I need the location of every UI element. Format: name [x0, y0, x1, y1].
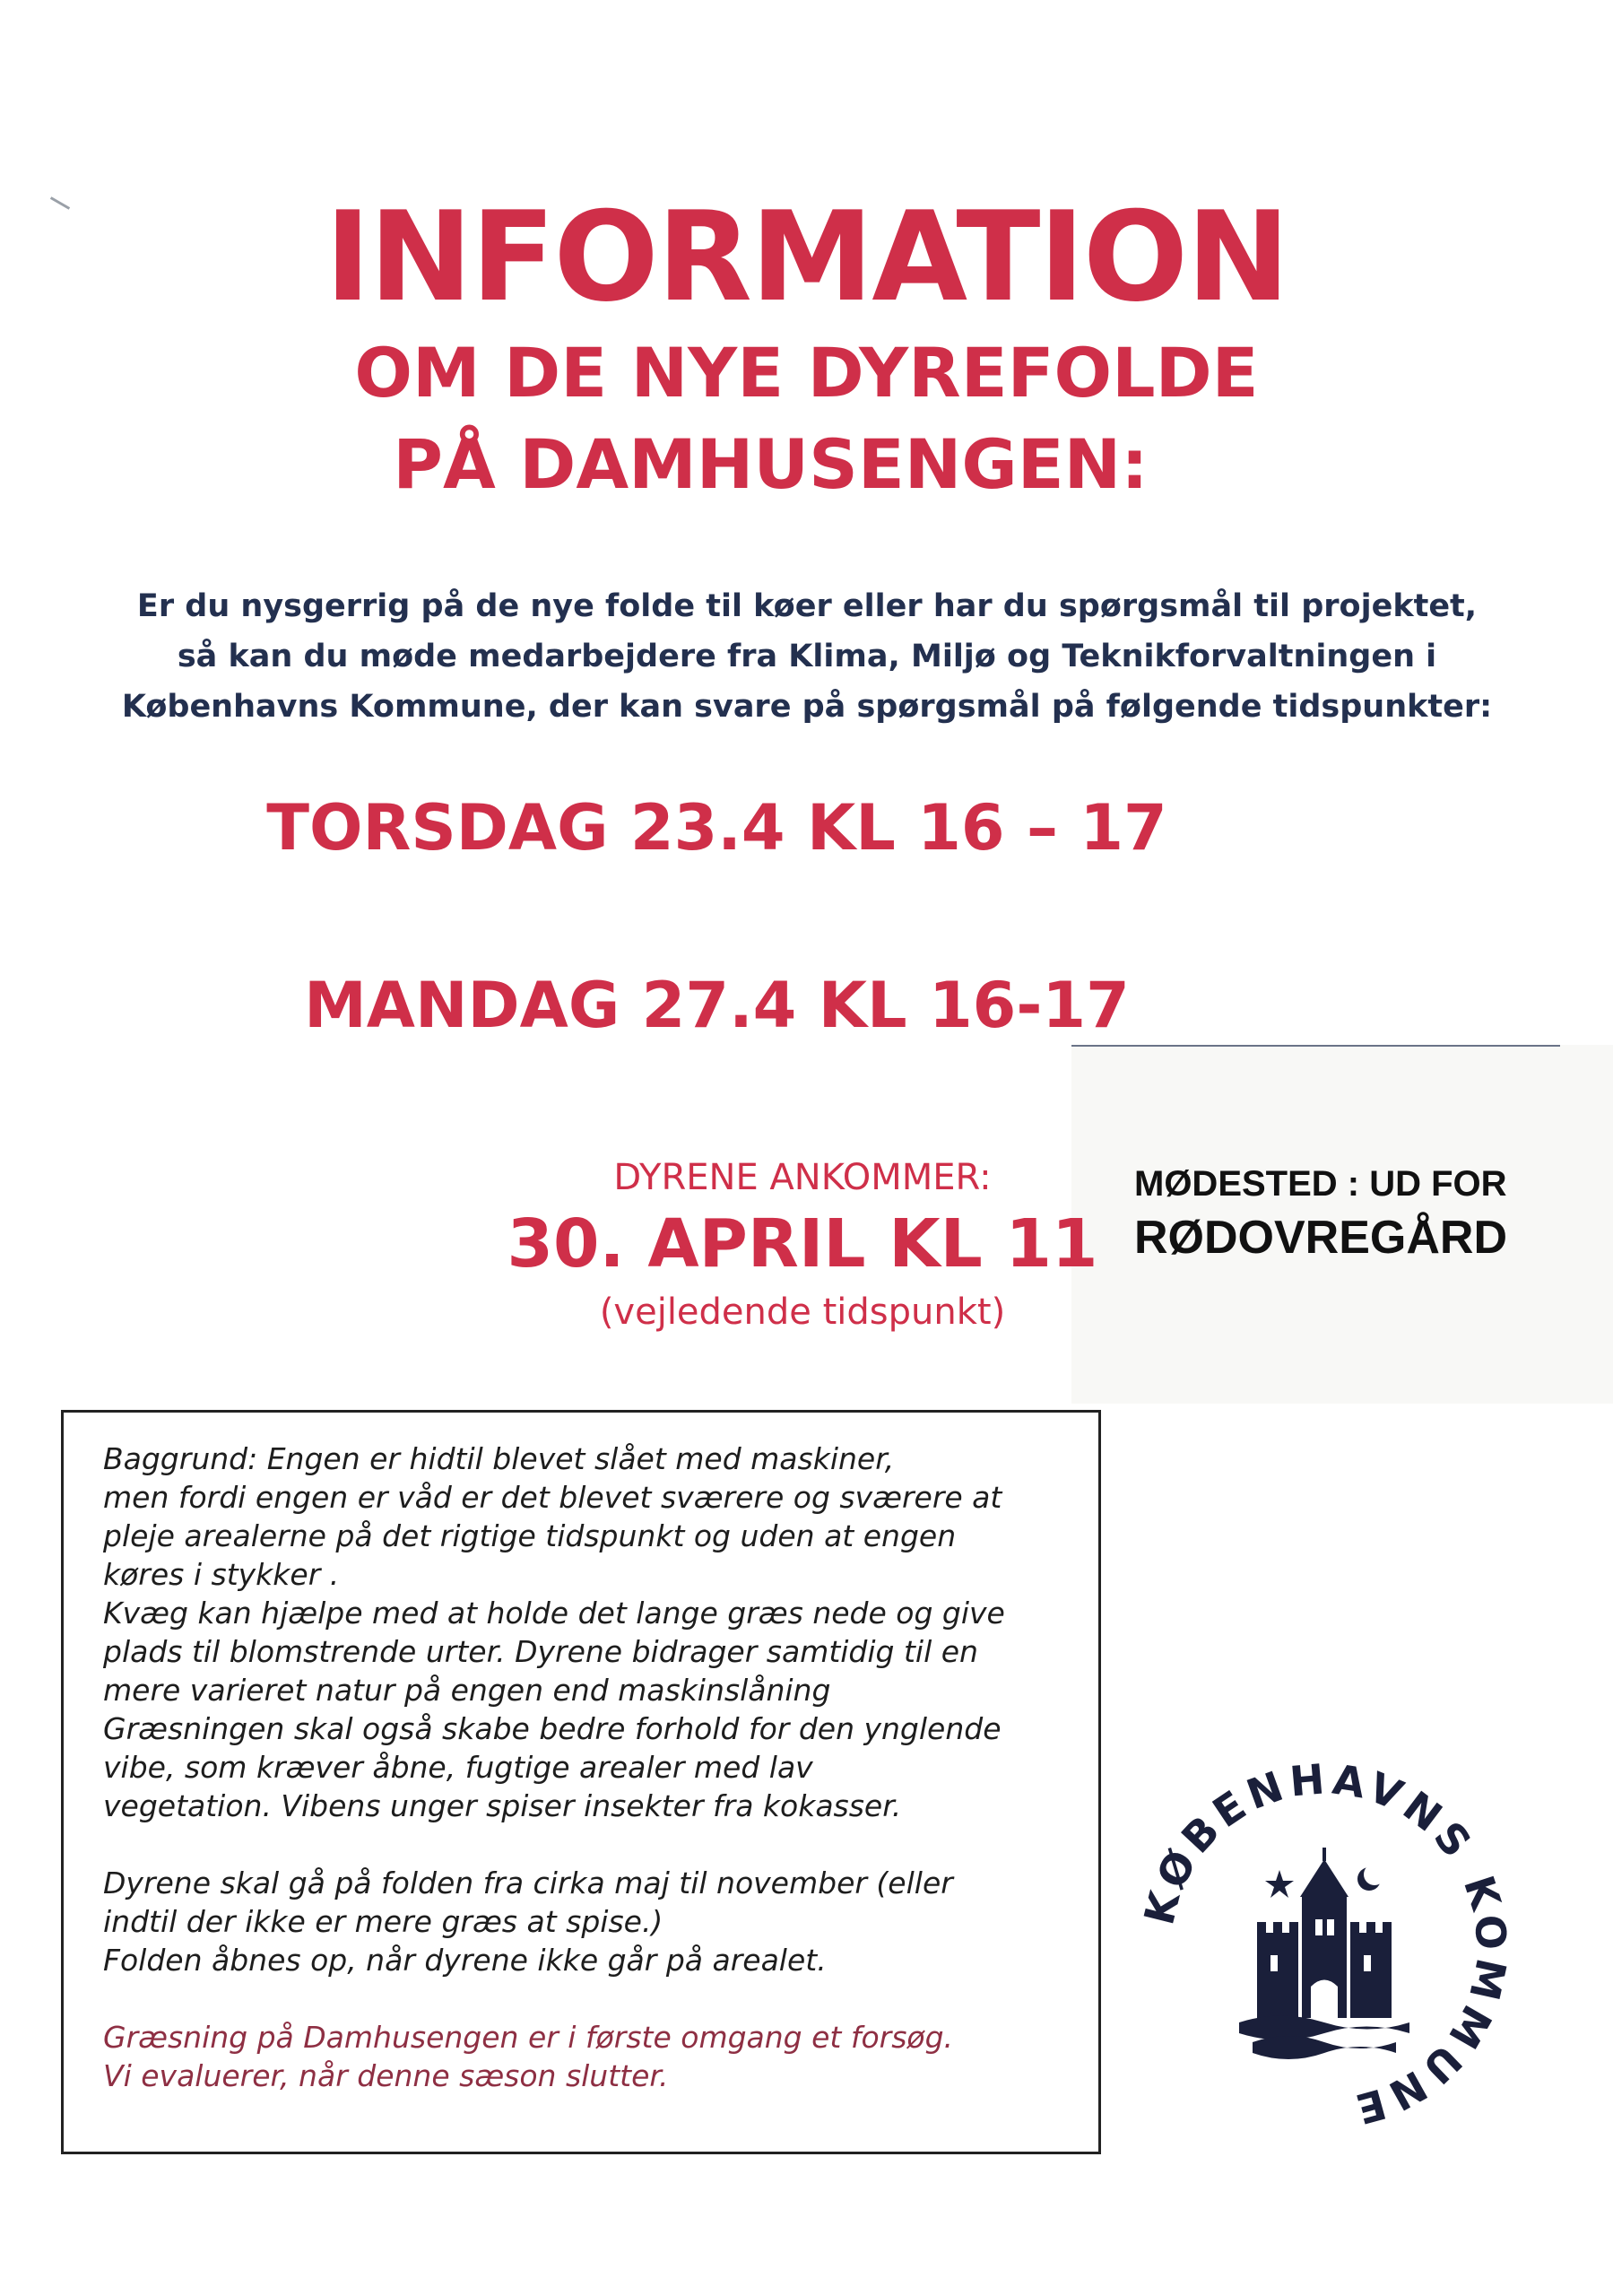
meeting-place-label: MØDESTED : UD FOR: [1134, 1164, 1507, 1204]
page-subtitle-line1: OM DE NYE DYREFOLDE: [354, 333, 1259, 413]
trial-note-paragraph: Græsning på Damhusengen er i første omgang et forsøg. Vi evaluerer, når denne sæson slutter.: [103, 2020, 954, 2093]
arrival-label: DYRENE ANKOMMER:: [613, 1157, 992, 1198]
intro-line: Københavns Kommune, der kan svare på spørgsmål på følgende tidspunkter:: [121, 689, 1493, 725]
background-paragraph: Baggrund: Engen er hidtil blevet slået med maskiner, men fordi engen er våd er det blevet sværere og sværere at pleje arealerne på det rigtige tidspunkt og uden at engen køres i stykker . Kvæg kan hjælpe med at holde det lange græs nede og give plads til blomstrende urter. Dyrene bidrager samtidig til en mere varieret natur på engen end maskinslåning Græsningen skal også skabe bedre forhold for den ynglende vibe, som kræver åbne, fugtige arealer med lav vegetation. Vibens unger spiser insekter fra kokasser.: [103, 1441, 1005, 1823]
intro-paragraph: [90, 581, 1524, 732]
copenhagen-castle-icon: [1132, 1753, 1517, 2139]
background-info-box: [61, 1410, 1101, 2154]
divider-line: [1071, 1045, 1560, 1047]
meeting-date-2: MANDAG 27.4 KL 16-17: [304, 969, 1130, 1042]
intro-line: så kan du møde medarbejdere fra Klima, Miljø og Teknikforvaltningen i: [177, 639, 1437, 674]
meeting-date-1: TORSDAG 23.4 KL 16 – 17: [266, 791, 1167, 865]
logo-text: KØBENHAVNS KOMMUNE: [1134, 1753, 1517, 2135]
arrival-note: (vejledende tidspunkt): [599, 1292, 1006, 1333]
intro-line: Er du nysgerrig på de nye folde til køer eller har du spørgsmål til projektet,: [136, 588, 1478, 624]
page-subtitle-line2: PÅ DAMHUSENGEN:: [393, 424, 1149, 504]
meeting-place-name: RØDOVREGÅRD: [1134, 1212, 1508, 1264]
arrival-date: 30. APRIL KL 11: [507, 1205, 1098, 1283]
page-title: INFORMATION: [325, 185, 1288, 329]
schedule-paragraph: Dyrene skal gå på folden fra cirka maj til november (eller indtil der ikke er mere græs at spise.) Folden åbnes op, når dyrene ikke går på arealet.: [103, 1866, 953, 1978]
